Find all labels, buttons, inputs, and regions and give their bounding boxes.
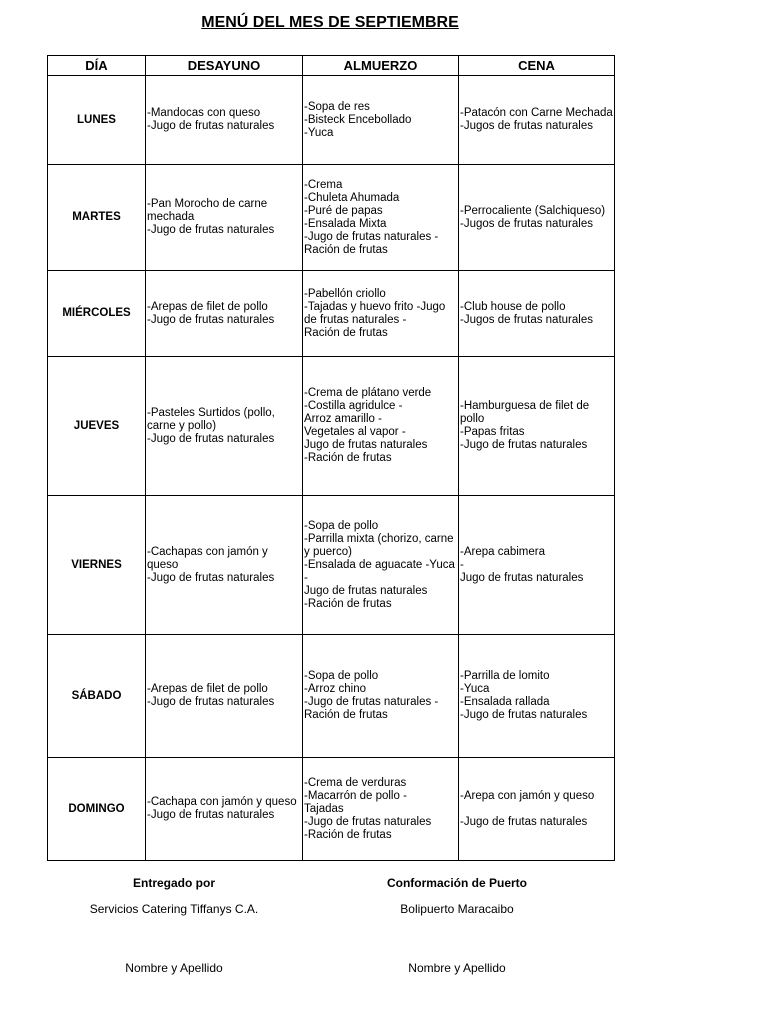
cena-cell: -Arepa cabimera - Jugo de frutas naturales [459,496,615,635]
header-almuerzo: ALMUERZO [303,56,459,76]
cena-cell: -Hamburguesa de filet de pollo -Papas fritas -Jugo de frutas naturales [459,357,615,496]
conformacion-signature: Nombre y Apellido [408,961,506,975]
almuerzo-cell: -Sopa de pollo -Arroz chino -Jugo de frutas naturales -Ración de frutas [303,635,459,758]
table-row [48,165,615,271]
conformacion-label: Conformación de Puerto [386,876,527,890]
almuerzo-cell: -Pabellón criollo -Tajadas y huevo frito -Jugo de frutas naturales - Ración de frutas [303,271,459,357]
cena-cell: -Parrilla de lomito -Yuca -Ensalada rallada -Jugo de frutas naturales [459,635,615,758]
entregado-label: Entregado por [132,876,215,890]
page-title: MENÚ DEL MES DE SEPTIEMBRE [201,14,459,31]
day-cell: LUNES [48,76,146,165]
day-cell: SÁBADO [48,635,146,758]
desayuno-cell: -Arepas de filet de pollo -Jugo de frutas naturales [146,635,303,758]
header-desayuno: DESAYUNO [146,56,303,76]
day-cell: JUEVES [48,357,146,496]
desayuno-cell: -Arepas de filet de pollo -Jugo de frutas naturales [146,271,303,357]
table-row [48,496,615,635]
conformacion-company: Bolipuerto Maracaibo [400,902,514,916]
header-cena: CENA [459,56,615,76]
table-row [48,76,615,165]
table-row [48,758,615,861]
almuerzo-cell: -Sopa de pollo -Parrilla mixta (chorizo, carne y puerco) -Ensalada de aguacate -Yuca - Jugo de frutas naturales -Ración de frutas [303,496,459,635]
day-cell: MARTES [48,165,146,271]
desayuno-cell: -Pasteles Surtidos (pollo, carne y pollo) -Jugo de frutas naturales [146,357,303,496]
entregado-signature: Nombre y Apellido [125,961,223,975]
almuerzo-cell: -Crema de plátano verde -Costilla agridulce - Arroz amarillo - Vegetales al vapor - Jugo de frutas naturales -Ración de frutas [303,357,459,496]
cena-cell: -Perrocaliente (Salchiqueso) -Jugos de frutas naturales [459,165,615,271]
cena-cell: -Patacón con Carne Mechada -Jugos de frutas naturales [459,76,615,165]
header-dia: DÍA [48,56,146,76]
desayuno-cell: -Pan Morocho de carne mechada -Jugo de frutas naturales [146,165,303,271]
day-cell: DOMINGO [48,758,146,861]
day-cell: VIERNES [48,496,146,635]
desayuno-cell: -Cachapas con jamón y queso -Jugo de frutas naturales [146,496,303,635]
header-row [48,56,615,76]
table-row [48,357,615,496]
almuerzo-cell: -Crema de verduras -Macarrón de pollo - Tajadas -Jugo de frutas naturales -Ración de frutas [303,758,459,861]
desayuno-cell: -Mandocas con queso -Jugo de frutas naturales [146,76,303,165]
cena-cell: -Club house de pollo -Jugos de frutas naturales [459,271,615,357]
day-cell: MIÉRCOLES [48,271,146,357]
desayuno-cell: -Cachapa con jamón y queso -Jugo de frutas naturales [146,758,303,861]
menu-table [47,55,615,861]
almuerzo-cell: -Crema -Chuleta Ahumada -Puré de papas -Ensalada Mixta -Jugo de frutas naturales -Ración de frutas [303,165,459,271]
table-row [48,271,615,357]
almuerzo-cell: -Sopa de res -Bisteck Encebollado -Yuca [303,76,459,165]
cena-cell: -Arepa con jamón y queso -Jugo de frutas naturales [459,758,615,861]
table-row [48,635,615,758]
entregado-company: Servicios Catering Tiffanys C.A. [89,902,259,916]
